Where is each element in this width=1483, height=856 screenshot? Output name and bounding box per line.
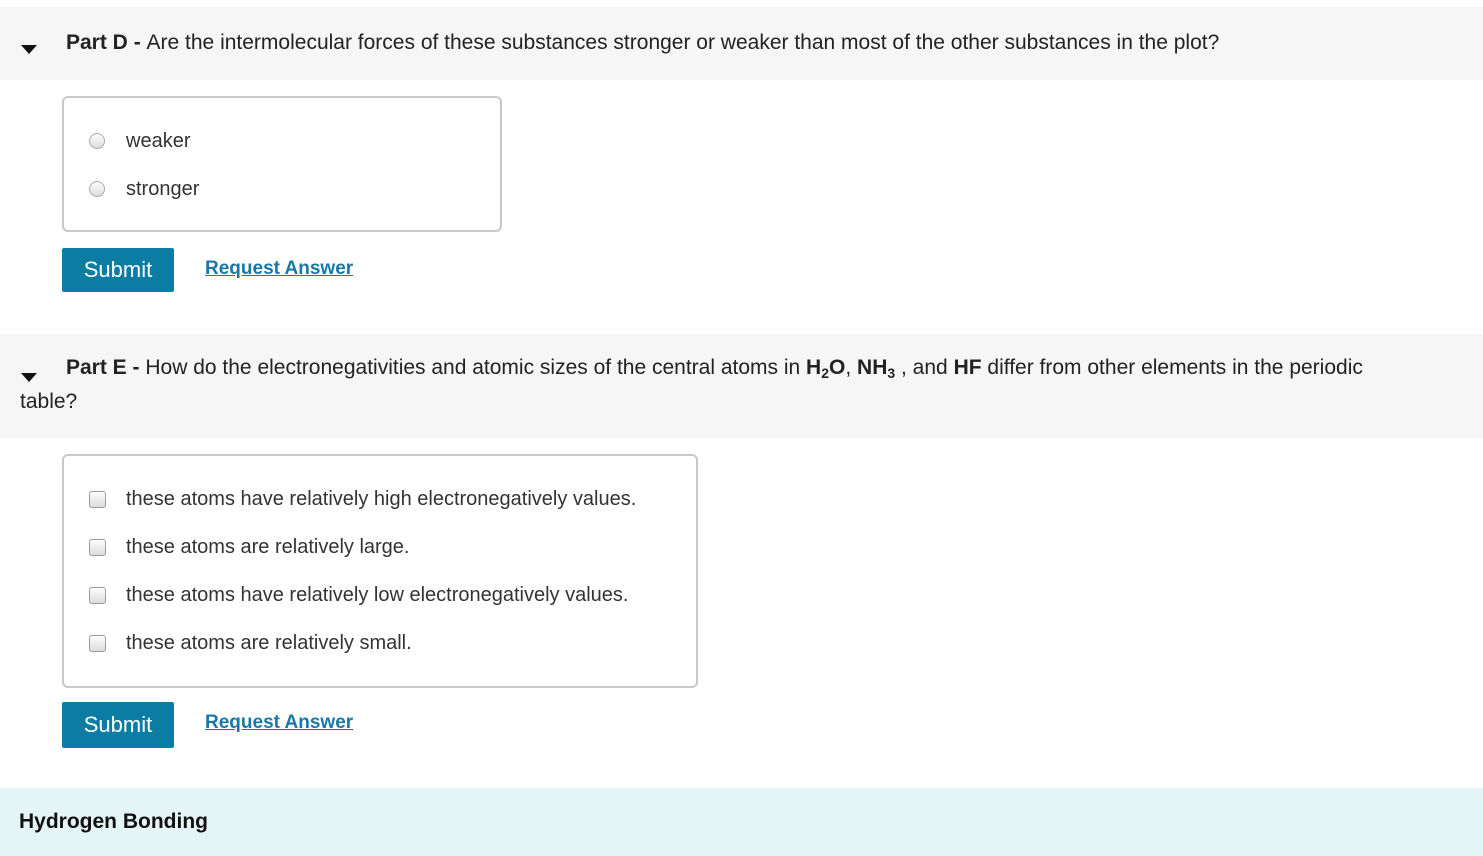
checkbox[interactable] <box>89 491 106 508</box>
part-e-question-continued: table? <box>20 390 78 413</box>
option-label: these atoms are relatively small. <box>126 631 412 654</box>
part-e-question: Part E - How do the electronegativities and atomic sizes of the central atoms in $H_2O$, $NH_3$ , and HF differ from other elements in the periodic <box>66 356 1363 381</box>
part-d-answer-box <box>62 96 502 232</box>
radio-button[interactable] <box>89 181 105 197</box>
option-label: these atoms have relatively low electronegatively values. <box>126 583 629 606</box>
caret-down-icon[interactable] <box>21 373 37 382</box>
option-relatively-large[interactable] <box>89 535 409 559</box>
caret-down-icon[interactable] <box>21 45 37 54</box>
option-label: these atoms have relatively high electronegatively values. <box>126 487 637 510</box>
part-d-request-answer-link[interactable]: Request Answer <box>205 258 354 279</box>
part-d-label: Part D <box>66 31 128 54</box>
hydrogen-bonding-section[interactable] <box>0 788 1483 856</box>
option-label: these atoms are relatively large. <box>126 535 410 558</box>
option-stronger[interactable] <box>89 177 199 201</box>
option-relatively-small[interactable] <box>89 631 412 655</box>
option-label: weaker <box>126 129 191 152</box>
option-label: stronger <box>126 177 200 200</box>
part-d-header[interactable] <box>0 7 1483 80</box>
part-e-submit-button[interactable]: Submit <box>62 702 174 748</box>
part-d-question: Part D - Are the intermolecular forces of these substances stronger or weaker than most of the other substances in the plot? <box>66 31 1220 54</box>
part-e-header[interactable] <box>0 334 1483 438</box>
section-title: Hydrogen Bonding <box>19 810 208 833</box>
part-e-answer-box <box>62 454 698 688</box>
checkbox[interactable] <box>89 635 106 652</box>
radio-button[interactable] <box>89 133 105 149</box>
part-e-label: Part E <box>66 356 127 379</box>
option-low-electronegativity[interactable] <box>89 583 628 607</box>
part-e-request-answer-link[interactable]: Request Answer <box>205 712 354 733</box>
checkbox[interactable] <box>89 587 106 604</box>
option-high-electronegativity[interactable] <box>89 487 636 511</box>
option-weaker[interactable] <box>89 129 190 153</box>
part-d-submit-button[interactable]: Submit <box>62 248 174 292</box>
part-d-question-text: Are the intermolecular forces of these substances stronger or weaker than most of the other substances in the plot? <box>146 31 1220 54</box>
checkbox[interactable] <box>89 539 106 556</box>
